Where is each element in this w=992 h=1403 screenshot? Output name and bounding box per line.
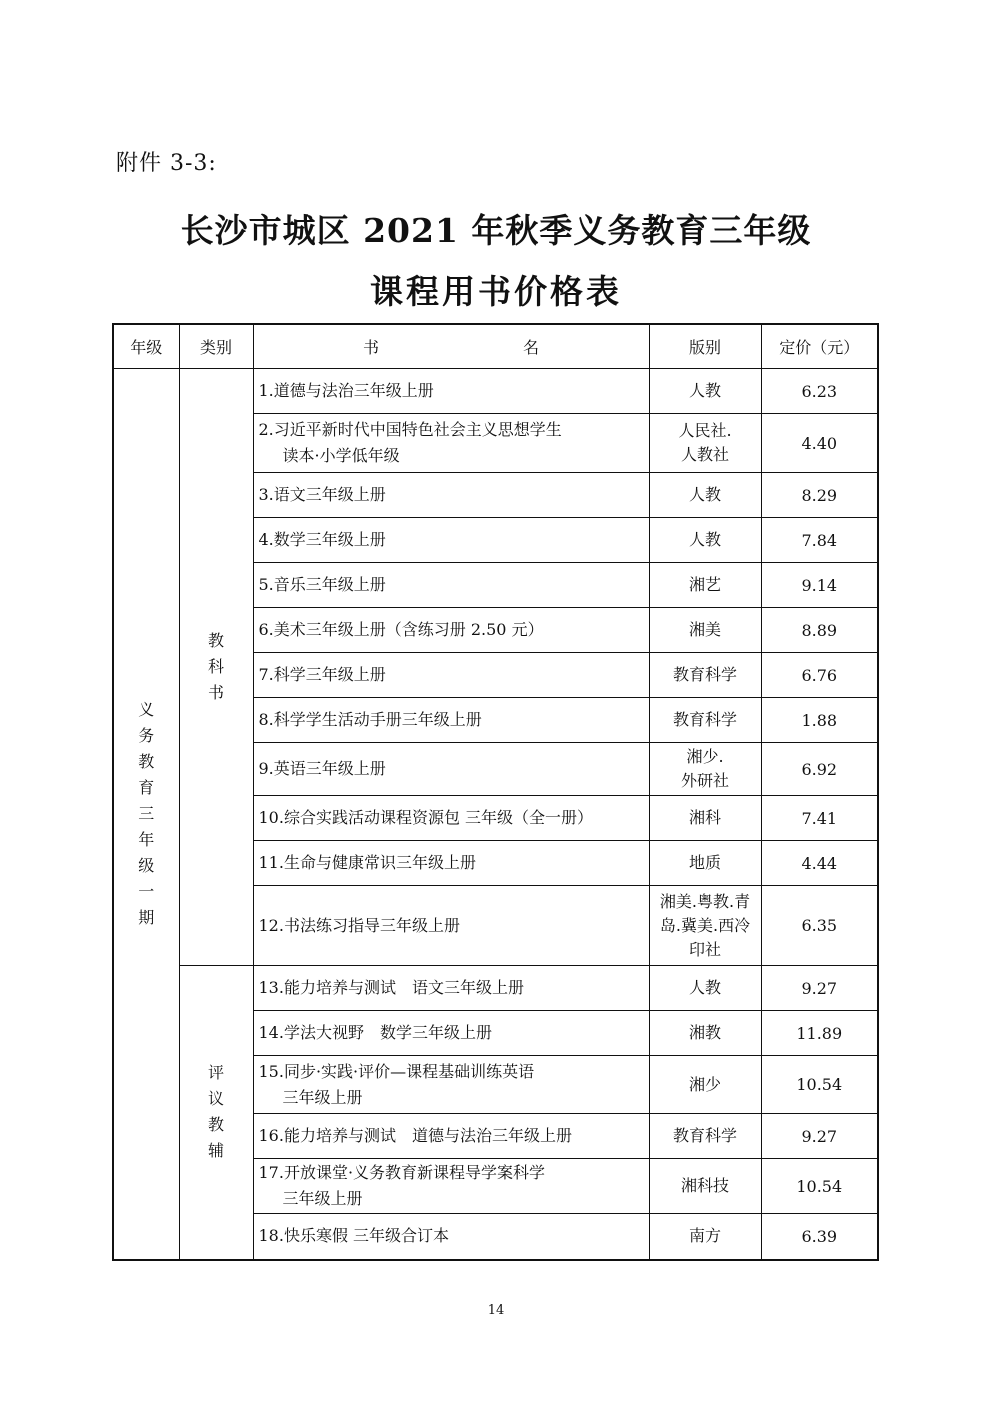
page-number: 14 [487, 1303, 505, 1318]
book-name-cell [253, 414, 649, 473]
book-name-cell [253, 743, 649, 796]
grade-cell [113, 369, 179, 1260]
price-cell: 1.88 [761, 698, 878, 743]
book-name-line: 1.道德与法治三年级上册 [258, 381, 434, 400]
publisher-cell [649, 743, 761, 796]
publisher-cell [649, 1114, 761, 1159]
category-cell [179, 369, 253, 966]
publisher-cell [649, 1056, 761, 1114]
publisher-line: 人教 [688, 978, 721, 997]
book-name-line: 8.科学学生活动手册三年级上册 [258, 710, 482, 729]
book-name-line: 18.快乐寒假 三年级合订本 [258, 1226, 450, 1246]
book-name-line: 3.语文三年级上册 [258, 485, 386, 504]
grade-char: 教 [138, 751, 155, 771]
grade-char: 务 [138, 725, 155, 745]
price-cell: 4.40 [761, 414, 878, 473]
price-cell: 6.39 [761, 1214, 878, 1260]
price-cell: 6.23 [761, 369, 878, 414]
publisher-line: 湘科技 [680, 1176, 729, 1195]
price-cell: 6.35 [761, 886, 878, 966]
header-book-name-part1: 书 [362, 338, 379, 357]
publisher-line: 人民社. [678, 421, 732, 440]
price-cell: 7.84 [761, 518, 878, 563]
header-price: 定价（元） [761, 324, 878, 369]
publisher-cell [649, 1159, 761, 1214]
book-name-cell [253, 653, 649, 698]
table-header-row [113, 324, 878, 369]
publisher-cell [649, 966, 761, 1011]
attachment-label: 附件 3-3: [116, 151, 217, 176]
price-table [112, 323, 879, 1261]
price-cell: 9.27 [761, 966, 878, 1011]
book-name-line: 三年级上册 [282, 1189, 363, 1208]
grade-char: 一 [138, 881, 155, 901]
book-name-cell [253, 563, 649, 608]
publisher-line: 湘美 [688, 620, 721, 639]
price-cell: 6.92 [761, 743, 878, 796]
header-book-name-part2: 名 [522, 338, 539, 357]
publisher-cell [649, 886, 761, 966]
price-cell: 11.89 [761, 1011, 878, 1056]
publisher-line: 湘少 [688, 1074, 721, 1094]
publisher-line: 外研社 [680, 771, 729, 790]
book-name-cell [253, 518, 649, 563]
book-name-cell [253, 796, 649, 841]
table-row [113, 369, 878, 414]
book-name-line: 6.美术三年级上册（含练习册 2.50 元） [258, 620, 544, 639]
publisher-line: 教育科学 [672, 710, 737, 729]
price-cell: 7.41 [761, 796, 878, 841]
publisher-cell [649, 653, 761, 698]
publisher-line: 湘少. [686, 747, 724, 766]
book-name-cell [253, 966, 649, 1011]
header-publisher: 版别 [649, 324, 761, 369]
book-name-line: 9.英语三年级上册 [258, 759, 386, 778]
publisher-line: 人教 [688, 381, 721, 400]
book-name-line: 5.音乐三年级上册 [258, 575, 386, 594]
book-name-line: 2.习近平新时代中国特色社会主义思想学生 [258, 420, 562, 439]
header-book-name [253, 324, 649, 369]
publisher-line: 湘美.粤教.青 [659, 891, 751, 911]
book-name-cell [253, 1011, 649, 1056]
publisher-line: 人教社 [680, 445, 729, 464]
publisher-cell [649, 1214, 761, 1260]
book-name-line: 三年级上册 [282, 1087, 363, 1107]
category-cell [179, 966, 253, 1260]
book-name-line: 读本·小学低年级 [282, 446, 400, 465]
category-char: 评 [207, 1063, 224, 1083]
publisher-line: 人教 [688, 485, 721, 504]
publisher-line: 教育科学 [672, 665, 737, 684]
publisher-line: 南方 [688, 1226, 721, 1246]
book-name-line: 17.开放课堂·义务教育新课程导学案科学 [258, 1163, 546, 1182]
publisher-cell [649, 796, 761, 841]
book-name-cell [253, 841, 649, 886]
category-char: 辅 [207, 1141, 224, 1161]
page-title-line2: 课程用书价格表 [370, 272, 622, 311]
grade-char: 育 [138, 777, 155, 797]
book-name-line: 14.学法大视野 数学三年级上册 [258, 1023, 492, 1042]
publisher-line: 湘艺 [688, 575, 721, 594]
book-name-cell [253, 369, 649, 414]
book-name-line: 12.书法练习指导三年级上册 [258, 915, 460, 935]
price-cell: 8.89 [761, 608, 878, 653]
book-name-line: 15.同步·实践·评价—课程基础训练英语 [258, 1061, 535, 1081]
header-category: 类别 [179, 324, 253, 369]
publisher-cell [649, 473, 761, 518]
price-cell: 9.27 [761, 1114, 878, 1159]
price-cell: 6.76 [761, 653, 878, 698]
category-char: 议 [207, 1089, 224, 1109]
publisher-line: 湘科 [688, 808, 721, 827]
book-name-cell [253, 886, 649, 966]
grade-char: 级 [138, 855, 155, 875]
book-name-line: 16.能力培养与测试 道德与法治三年级上册 [258, 1126, 572, 1145]
grade-char: 年 [138, 829, 155, 849]
price-cell: 10.54 [761, 1056, 878, 1114]
publisher-line: 人教 [688, 530, 721, 549]
publisher-line: 湘教 [688, 1023, 721, 1042]
price-cell: 4.44 [761, 841, 878, 886]
book-name-cell [253, 1114, 649, 1159]
price-cell: 9.14 [761, 563, 878, 608]
category-char: 教 [207, 631, 224, 650]
publisher-cell [649, 698, 761, 743]
publisher-cell [649, 414, 761, 473]
book-name-cell [253, 473, 649, 518]
category-char: 科 [207, 657, 224, 676]
publisher-cell [649, 563, 761, 608]
grade-char: 义 [138, 699, 155, 719]
book-name-cell [253, 608, 649, 653]
publisher-line: 教育科学 [672, 1126, 737, 1145]
publisher-cell [649, 1011, 761, 1056]
book-name-line: 13.能力培养与测试 语文三年级上册 [258, 978, 524, 997]
grade-char: 三 [138, 803, 155, 823]
book-name-line: 7.科学三年级上册 [258, 665, 386, 684]
book-name-line: 10.综合实践活动课程资源包 三年级（全一册） [258, 808, 594, 827]
grade-char: 期 [138, 907, 155, 927]
book-name-cell [253, 1159, 649, 1214]
category-char: 书 [207, 683, 224, 702]
publisher-cell [649, 518, 761, 563]
publisher-line: 地质 [688, 853, 721, 872]
publisher-cell [649, 841, 761, 886]
price-cell: 10.54 [761, 1159, 878, 1214]
price-cell: 8.29 [761, 473, 878, 518]
book-name-cell [253, 1214, 649, 1260]
book-name-cell [253, 1056, 649, 1114]
publisher-line: 印社 [688, 939, 721, 959]
book-name-line: 11.生命与健康常识三年级上册 [258, 853, 476, 872]
table-row [113, 966, 878, 1011]
book-name-line: 4.数学三年级上册 [258, 530, 386, 549]
page-title-line1: 长沙市城区 2021 年秋季义务教育三年级 [180, 211, 812, 250]
category-char: 教 [207, 1115, 224, 1135]
publisher-cell [649, 369, 761, 414]
publisher-cell [649, 608, 761, 653]
publisher-line: 岛.冀美.西冷 [659, 915, 751, 935]
header-grade: 年级 [113, 324, 179, 369]
book-name-cell [253, 698, 649, 743]
